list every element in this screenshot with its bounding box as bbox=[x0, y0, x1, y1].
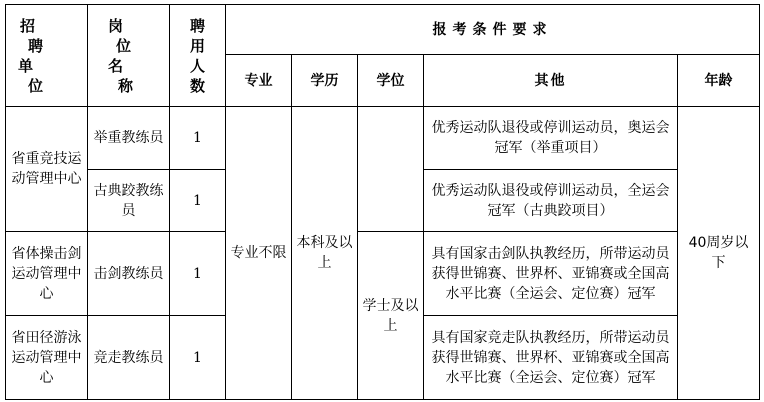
header-unit-char: 位 bbox=[28, 76, 44, 95]
count-cell: 1 bbox=[170, 107, 226, 170]
degree-cell-top bbox=[358, 107, 424, 232]
header-position-char: 称 bbox=[118, 76, 134, 95]
unit-cell: 省重竞技运动管理中心 bbox=[6, 107, 88, 232]
header-position bbox=[88, 5, 170, 107]
unit-cell: 省体操击剑运动管理中心 bbox=[6, 232, 88, 316]
recruitment-requirements-table bbox=[5, 4, 760, 400]
header-count-char: 人 bbox=[189, 56, 205, 75]
header-position-char: 岗 bbox=[108, 16, 124, 35]
unit-cell: 省田径游泳运动管理中心 bbox=[6, 316, 88, 400]
count-cell: 1 bbox=[170, 232, 226, 316]
header-count-char: 用 bbox=[189, 36, 205, 55]
count-cell: 1 bbox=[170, 316, 226, 400]
header-education: 学历 bbox=[292, 55, 358, 107]
header-unit bbox=[6, 5, 88, 107]
age-cell: 40周岁以下 bbox=[678, 107, 760, 400]
position-cell: 古典跤教练员 bbox=[88, 170, 170, 232]
header-unit-char: 招 bbox=[20, 16, 36, 35]
header-row-1 bbox=[6, 5, 760, 55]
other-cell: 具有国家击剑队执教经历，所带运动员获得世锦赛、世界杯、亚锦赛或全国高水平比赛（全运会、定位赛）冠军 bbox=[424, 232, 678, 316]
degree-cell: 学士及以上 bbox=[358, 232, 424, 400]
position-cell: 竞走教练员 bbox=[88, 316, 170, 400]
header-count bbox=[170, 5, 226, 107]
header-degree: 学位 bbox=[358, 55, 424, 107]
header-unit-char: 单 bbox=[18, 56, 34, 75]
major-cell: 专业不限 bbox=[226, 107, 292, 400]
header-position-char: 位 bbox=[116, 36, 132, 55]
count-cell: 1 bbox=[170, 170, 226, 232]
header-position-char: 名 bbox=[108, 56, 124, 75]
table-row bbox=[6, 107, 760, 170]
position-cell: 举重教练员 bbox=[88, 107, 170, 170]
education-cell: 本科及以上 bbox=[292, 107, 358, 400]
header-count-char: 聘 bbox=[189, 16, 205, 35]
header-count-char: 数 bbox=[189, 76, 205, 95]
table-row bbox=[6, 232, 760, 316]
header-age: 年龄 bbox=[678, 55, 760, 107]
header-requirements: 报考条件要求 bbox=[226, 5, 760, 55]
position-cell: 击剑教练员 bbox=[88, 232, 170, 316]
other-cell: 具有国家竞走队执教经历，所带运动员获得世锦赛、世界杯、亚锦赛或全国高水平比赛（全运会、定位赛）冠军 bbox=[424, 316, 678, 400]
header-major: 专业 bbox=[226, 55, 292, 107]
other-cell: 优秀运动队退役或停训运动员，奥运会冠军（举重项目） bbox=[424, 107, 678, 170]
header-other: 其他 bbox=[424, 55, 678, 107]
header-unit-char: 聘 bbox=[28, 36, 44, 55]
other-cell: 优秀运动队退役或停训运动员，全运会冠军（古典跤项目） bbox=[424, 170, 678, 232]
